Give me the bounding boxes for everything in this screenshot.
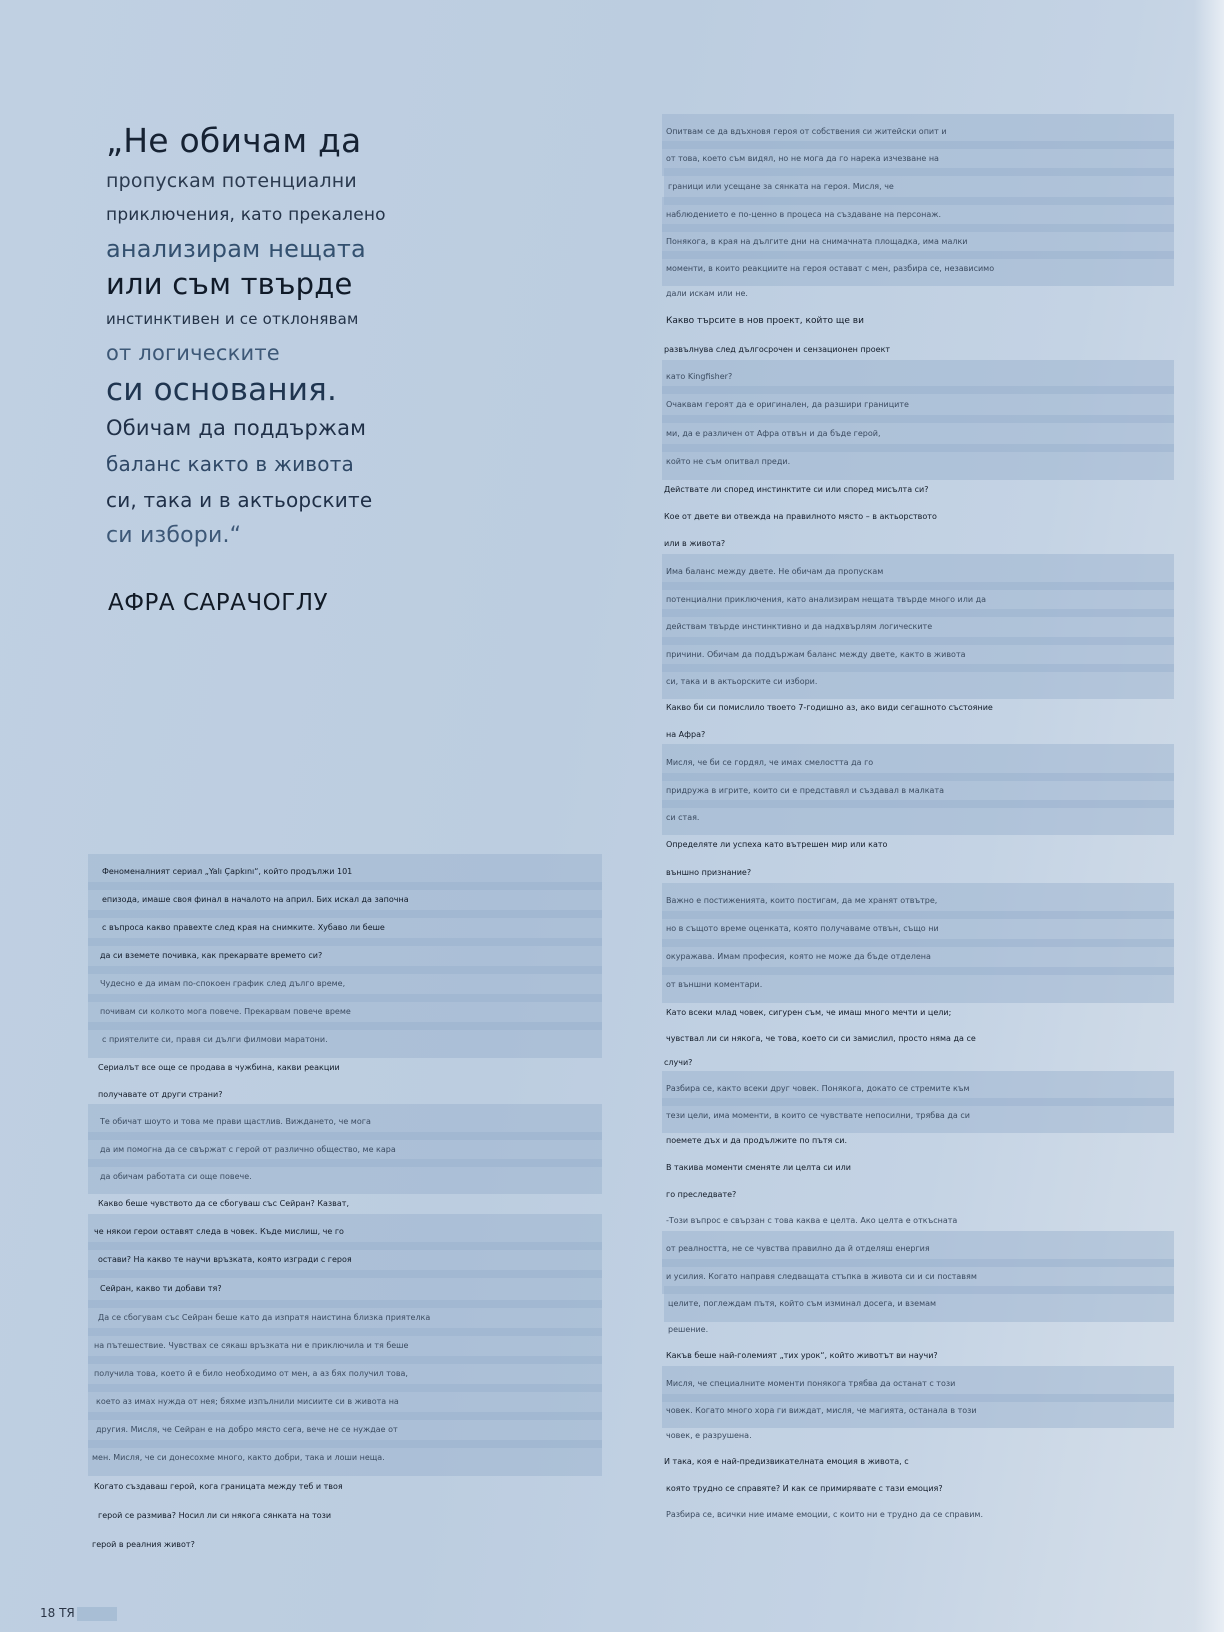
question-text-line: Сериалът все още се продава в чужбина, какви реакции	[98, 1063, 340, 1072]
question-text-line: Сейран, какво ти добави тя?	[92, 1274, 598, 1304]
answer-text-line: граници или усещане за сянката на героя. Мисля, че	[668, 172, 1170, 201]
pull-quote-line: приключения, като прекалено	[106, 205, 386, 225]
answer-text-line: и усилия. Когато направя следващата стъпка в живота си и си поставям	[666, 1263, 1170, 1290]
question-text-line: чувствал ли си някога, че това, което си си замислил, просто няма да се	[666, 1034, 976, 1043]
answer-text-line: който не съм опитвал преди.	[666, 448, 1170, 476]
interview-left-column	[92, 858, 598, 1559]
answer-text-line: Опитвам се да вдъхновя героя от собствения си житейски опит и	[666, 118, 1170, 145]
pull-quote-line: пропускам потенциални	[106, 170, 357, 192]
question-text-line: получавате от други страни?	[98, 1090, 223, 1099]
answer-text-line: човек, е разрушена.	[666, 1431, 752, 1440]
pull-quote-line: си основания.	[106, 372, 338, 408]
pull-quote-line: си избори.“	[106, 523, 242, 548]
answer-text-line: да им помогна да се свържат с герой от различно общество, ме кара	[92, 1136, 598, 1163]
pull-quote-line: или съм твърде	[106, 267, 353, 301]
answer-text-line: но в същото време оценката, която получаваме отвън, също ни	[666, 915, 1170, 943]
question-text-line: случи?	[664, 1058, 693, 1067]
answer-text-line: дали искам или не.	[666, 289, 748, 298]
answer-text-line: другия. Мисля, че Сейран е на добро място сега, вече не се нуждае от	[92, 1416, 598, 1444]
question-text-line: на Афра?	[666, 730, 706, 739]
question-text-line: която трудно се справяте? И как се примирявате с тази емоция?	[666, 1484, 943, 1493]
question-text-line: Какво беше чувството да се сбогуваш със Сейран? Казват,	[98, 1199, 349, 1208]
answer-text-line: което аз имах нужда от нея; бяхме изпълнили мисиите си в живота на	[92, 1388, 598, 1416]
question-text-line: Какво търсите в нов проект, който ще ви	[666, 316, 864, 326]
page-number: 18 ТЯ	[40, 1606, 75, 1620]
answer-text-line: на пътешествие. Чувствах се сякаш връзката ни е приключила и тя беше	[92, 1332, 598, 1360]
answer-text-line: потенциални приключения, като анализирам нещата твърде много или да	[666, 586, 1170, 613]
answer-text-line: от това, което съм видял, но не мога да го нарека изчезване на	[666, 145, 1170, 172]
pull-quote-line: „Не обичам да	[106, 121, 362, 160]
answer-text-line: като Kingfisher?	[666, 364, 1170, 390]
answer-text-line: моменти, в които реакциите на героя остават с мен, разбира се, независимо	[666, 255, 1170, 282]
answer-text-line: Мисля, че специалните моменти понякога трябва да останат с този	[666, 1370, 1170, 1398]
pull-quote-line: баланс както в живота	[106, 452, 355, 476]
answer-text-line: си стая.	[666, 804, 1170, 831]
answer-text-line: Разбира се, както всеки друг човек. Понякога, докато се стремите към	[666, 1075, 1170, 1102]
answer-text-line: причини. Обичам да поддържам баланс между двете, както в живота	[666, 641, 1170, 668]
pull-quote-line: анализирам нещата	[106, 235, 366, 263]
page-footer	[40, 1606, 117, 1621]
question-text-line: В такива моменти сменяте ли целта си или	[666, 1163, 851, 1172]
answer-text-line: окуражава. Имам професия, която не може да бъде отделена	[666, 943, 1170, 971]
answer-text-line: мен. Мисля, че си донесохме много, както добри, така и лоши неща.	[92, 1444, 598, 1472]
question-text-line: Като всеки млад човек, сигурен съм, че имаш много мечти и цели;	[666, 1008, 952, 1017]
question-text-line: че някои герои оставят следа в човек. Къде мислиш, че го	[92, 1218, 598, 1246]
answer-text-line: с приятелите си, правя си дълги филмови маратони.	[92, 1026, 598, 1054]
answer-text-line: Разбира се, всички ние имаме емоции, с които ни е трудно да се справим.	[666, 1510, 983, 1519]
pull-quote	[106, 118, 446, 554]
answer-text-line: Важно е постиженията, които постигам, да ме хранят отвътре,	[666, 887, 1170, 915]
question-text-line: Действате ли според инстинктите си или според мисълта си?	[664, 485, 929, 494]
answer-text-line: си, така и в актьорските си избори.	[666, 668, 1170, 695]
question-text-line: И така, коя е най-предизвикателната емоция в живота, с	[664, 1457, 909, 1466]
intro-text-line: Феноменалният сериал „Yalı Çapkını“, който продължи 101	[92, 858, 598, 886]
answer-text-line: Чудесно е да имам по-спокоен график след дълго време,	[92, 970, 598, 998]
answer-text-line: наблюдението е по-ценно в процеса на създаване на персонаж.	[666, 201, 1170, 228]
question-text-line: или в живота?	[664, 539, 726, 548]
answer-text-line: човек. Когато много хора ги виждат, мисля, че магията, останала в този	[666, 1398, 1170, 1424]
answer-text-line: решение.	[668, 1325, 709, 1334]
answer-text-line: Има баланс между двете. Не обичам да пропускам	[666, 558, 1170, 586]
question-text-line: Кое от двете ви отвежда на правилното място – в актьорството	[664, 512, 937, 521]
answer-text-line: тези цели, има моменти, в които се чувствате непосилни, трябва да си	[666, 1102, 1170, 1129]
answer-text-line: почивам си колкото мога повече. Прекарвам повече време	[92, 998, 598, 1026]
answer-text-line: ми, да е различен от Афра отвън и да бъде герой,	[666, 419, 1170, 448]
answer-text-line: да обичам работата си още повече.	[92, 1163, 598, 1190]
answer-text-line: целите, поглеждам пътя, който съм изминал досега, и вземам	[668, 1290, 1170, 1318]
question-text-line: развълнува след дългосрочен и сензационен проект	[664, 345, 891, 354]
answer-text-line: от реалността, не се чувства правилно да й отделяш енергия	[666, 1235, 1170, 1263]
question-text-line: външно признание?	[666, 868, 752, 877]
question-text-line: го преследвате?	[666, 1190, 737, 1199]
answer-text-line: Очаквам героят да е оригинален, да разшири границите	[666, 390, 1170, 419]
answer-text-line: Те обичат шоуто и това ме прави щастлив. Виждането, че мога	[92, 1108, 598, 1136]
answer-text-line: Мисля, че би се гордял, че имах смелостта да го	[666, 748, 1170, 777]
question-text-line: герой в реалния живот?	[92, 1540, 195, 1549]
question-text-line: герой се размива? Носил ли си някога сянката на този	[98, 1511, 332, 1520]
pull-quote-line: от логическите	[106, 341, 280, 365]
answer-text-line: от външни коментари.	[666, 971, 1170, 999]
page-edge-shadow	[1194, 0, 1224, 1632]
question-text-line: Какъв беше най-големият „тих урок“, който животът ви научи?	[666, 1351, 938, 1360]
answer-text-line: получила това, което й е било необходимо от мен, а аз бях получил това,	[92, 1360, 598, 1388]
question-text-line: Какво би си помислило твоето 7-годишно аз, ако види сегашното състояние	[666, 703, 993, 712]
intro-text-line: с въпроса какво правехте след края на снимките. Хубаво ли беше	[92, 914, 598, 942]
answer-text-line: придружа в игрите, които си е представял и създавал в малката	[666, 777, 1170, 804]
question-text-line: остави? На какво те научи връзката, която изгради с героя	[92, 1246, 598, 1274]
question-text-line: Определяте ли успеха като вътрешен мир или като	[666, 840, 888, 849]
answer-text-line: действам твърде инстинктивно и да надхвърлям логическите	[666, 613, 1170, 641]
answer-text-line: Да се сбогувам със Сейран беше като да изпратя наистина близка приятелка	[92, 1304, 598, 1332]
pull-quote-line: инстинктивен и се отклонявам	[106, 310, 359, 328]
answer-text-line: Понякога, в края на дългите дни на снимачната площадка, има малки	[666, 228, 1170, 255]
answer-text-line: -Този въпрос е свързан с това каква е целта. Ако целта е откъсната	[666, 1216, 958, 1225]
question-text-line: Когато създаваш герой, кога границата между теб и твоя	[94, 1482, 343, 1491]
pull-quote-line: си, така и в актьорските	[106, 488, 373, 512]
question-text-line: поемете дъх и да продължите по пътя си.	[666, 1136, 848, 1145]
pull-quote-line: Обичам да поддържам	[106, 416, 367, 440]
intro-text-line: епизода, имаше своя финал в началото на април. Бих искал да започна	[92, 886, 598, 914]
intro-text-line: да си вземете почивка, как прекарвате времето си?	[92, 942, 598, 970]
footer-mark	[77, 1607, 117, 1621]
interview-right-column	[664, 118, 1170, 1528]
pull-quote-author: АФРА САРАЧОГЛУ	[108, 590, 329, 616]
